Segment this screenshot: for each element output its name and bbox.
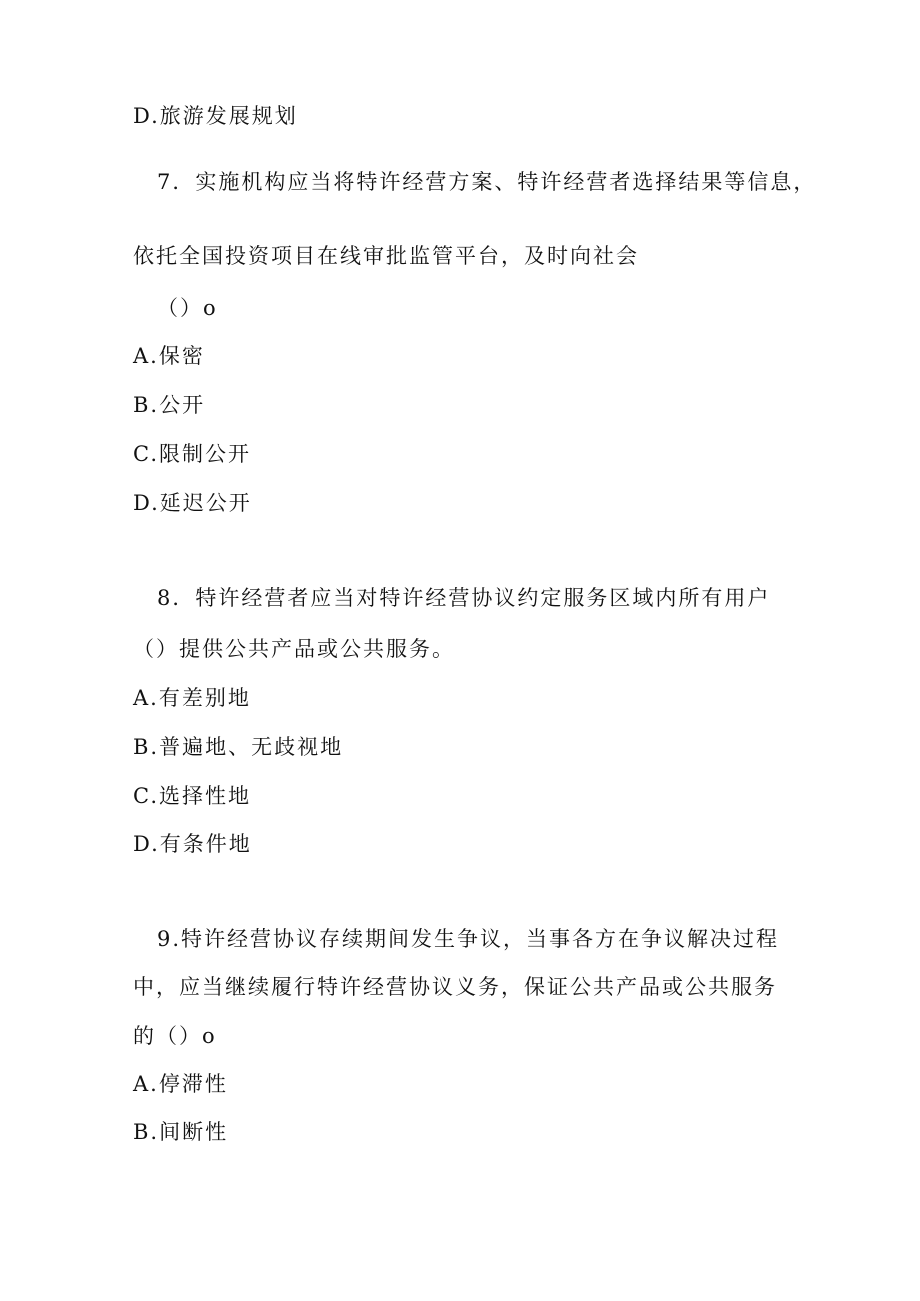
prev-option-d: D.旅游发展规划	[133, 104, 298, 128]
question-7-option-d: D.延迟公开	[133, 491, 252, 515]
question-9-option-b: B.间断性	[133, 1120, 229, 1144]
question-9-option-a: A.停滞性	[133, 1072, 228, 1096]
question-9-stem-line-2: 中，应当继续履行特许经营协议义务，保证公共产品或公共服务	[133, 975, 777, 999]
question-8-option-d: D.有条件地	[133, 832, 252, 856]
question-8-option-a: A.有差别地	[133, 686, 251, 710]
question-8-option-b: B.普遍地、无歧视地	[133, 735, 344, 759]
question-9-stem-line-3: 的（）o	[133, 1024, 217, 1048]
question-7-option-b: B.公开	[133, 393, 206, 417]
question-8-stem-line-2: （）提供公共产品或公共服务。	[133, 637, 455, 661]
question-7-stem-line-1: 7．实施机构应当将特许经营方案、特许经营者选择结果等信息，	[157, 170, 817, 194]
question-8-option-c: C.选择性地	[133, 784, 251, 808]
question-7-stem-line-3: （）o	[157, 296, 218, 320]
question-8-stem-line-1: 8．特许经营者应当对特许经营协议约定服务区域内所有用户	[157, 586, 771, 610]
question-7-option-c: C.限制公开	[133, 442, 251, 466]
question-9-stem-line-1: 9.特许经营协议存续期间发生争议，当事各方在争议解决过程	[157, 927, 780, 951]
question-7-option-a: A.保密	[133, 344, 205, 368]
question-7-stem-line-2: 依托全国投资项目在线审批监管平台，及时向社会	[133, 244, 639, 268]
